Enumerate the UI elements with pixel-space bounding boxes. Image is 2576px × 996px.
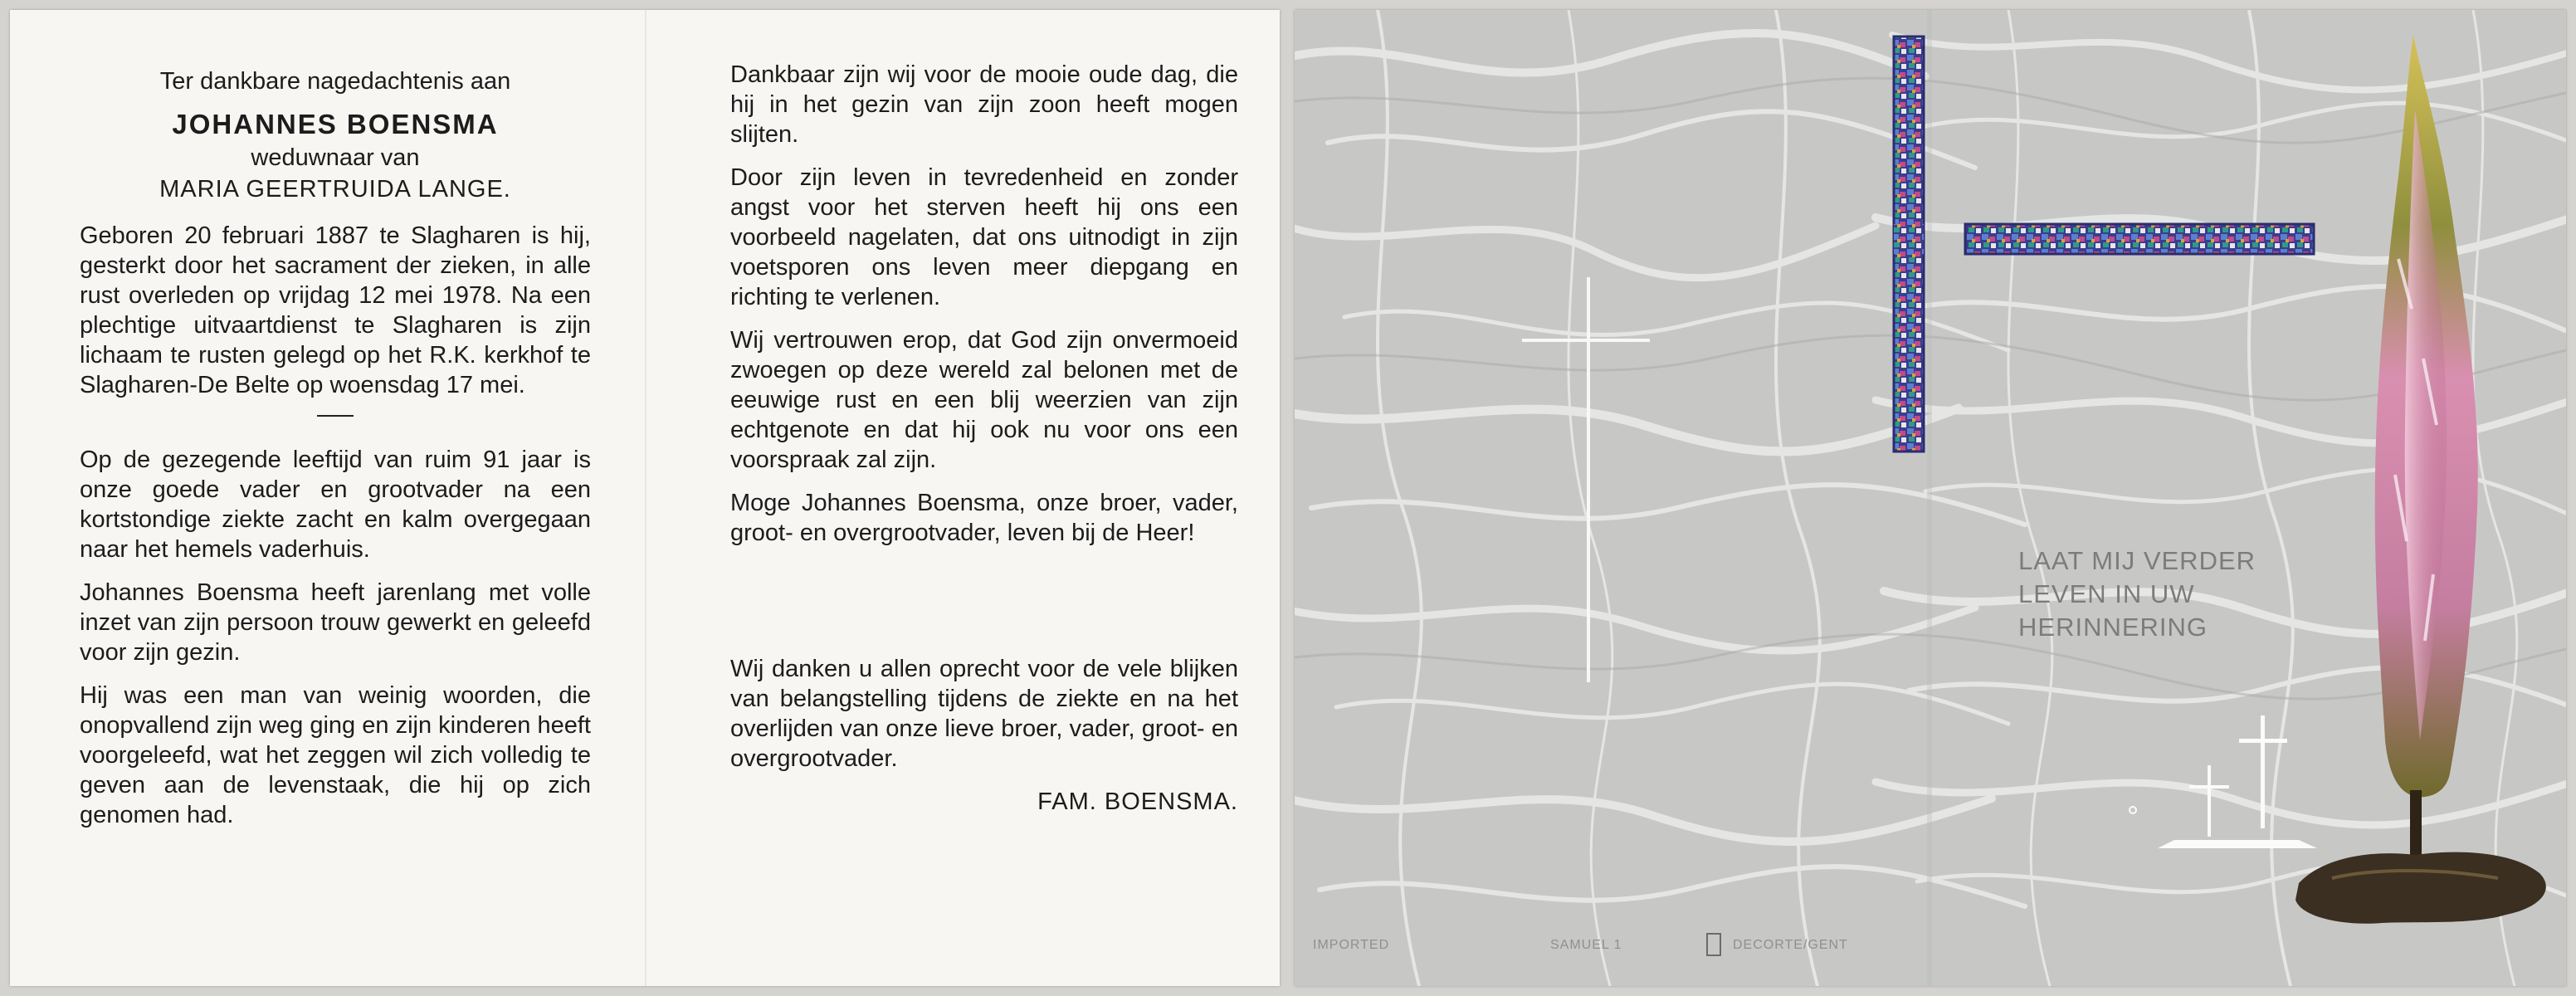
card-fold [645,10,646,986]
intro-line: Ter dankbare nagedachtenis aan [159,68,511,95]
spouse-name: MARIA GEERTRUIDA LANGE. [159,176,511,203]
verse-line: LEVEN IN UW [2018,579,2195,608]
memorial-text-card [10,10,1280,986]
deceased-name: JOHANNES BOENSMA [172,109,499,139]
card-illustration [1295,10,2566,986]
text-column-left [80,50,591,843]
tribute-paragraph: Op de gezegende leeftijd van ruim 91 jaar is onze goede vader en grootvader na een kortstondige ziekte zacht en kalm overgegaan naar het hemels vaderhuis. [80,447,591,563]
memorial-picture-card [1295,10,2566,986]
imprint-origin: IMPORTED [1313,938,1390,952]
verse-text [2018,544,2256,644]
relation-line: weduwnaar van [251,144,420,171]
tribute-paragraph: Hij was een man van weinig woorden, die onopvallend zijn weg ging en zijn kinderen heeft voorgeleefd, wat het zeggen wil zich volledig te geven aan de levenstaak, die hij op zich genomen had. [80,682,591,828]
imprint-series: SAMUEL 1 [1550,938,1622,952]
tribute-paragraph: Johannes Boensma heeft jarenlang met volle inzet van zijn persoon trouw gewerkt en geleefd voor zijn gezin. [80,579,591,666]
family-signature: FAM. BOENSMA. [1037,788,1238,815]
verse-line: HERINNERING [2018,613,2208,642]
flame-illustration [2295,35,2546,924]
card-fold [1927,10,1932,986]
text-column-right [730,50,1238,817]
tribute-paragraph: Door zijn leven in tevredenheid en zonder angst voor het sterven heeft hij ons een voorbeeld nagelaten, dat ons uitnodigt in zijn voetsporen ons leven meer diepgang en richting te verlenen. [730,164,1238,310]
thanks-paragraph: Wij danken u allen oprecht voor de vele blijken van belangstelling tijdens de ziekte en na het overlijden van onze lieve broer, vader, groot- en overgrootvader. [730,656,1238,772]
tribute-paragraph: Wij vertrouwen erop, dat God zijn onvermoeid zwoegen op deze wereld zal belonen met de eeuwige rust en een blij weerzien van zijn echtgenote en dat hij ook nu voor ons een voorspraak zal zijn. [730,327,1238,473]
divider-line [317,415,354,417]
biography-paragraph: Geboren 20 februari 1887 te Slagharen is hij, gesterkt door het sacrament der zieken, in alle rust overleden op vrijdag 12 mei 1978. Na een plechtige uitvaartdienst te Slagharen is zijn lichaam te rusten gelegd op het R.K. kerkhof te Slagharen-De Belte op woensdag 17 mei. [80,222,591,398]
verse-line: LAAT MIJ VERDER [2018,546,2256,575]
publisher-logo-icon [1706,933,1721,956]
tribute-paragraph: Dankbaar zijn wij voor de mooie oude dag, die hij in het gezin van zijn zoon heeft mogen slijten. [730,61,1238,148]
prayer-paragraph: Moge Johannes Boensma, onze broer, vader, groot- en overgrootvader, leven bij de Heer! [730,490,1238,546]
imprint-publisher: DECORTE/GENT [1733,938,1848,952]
